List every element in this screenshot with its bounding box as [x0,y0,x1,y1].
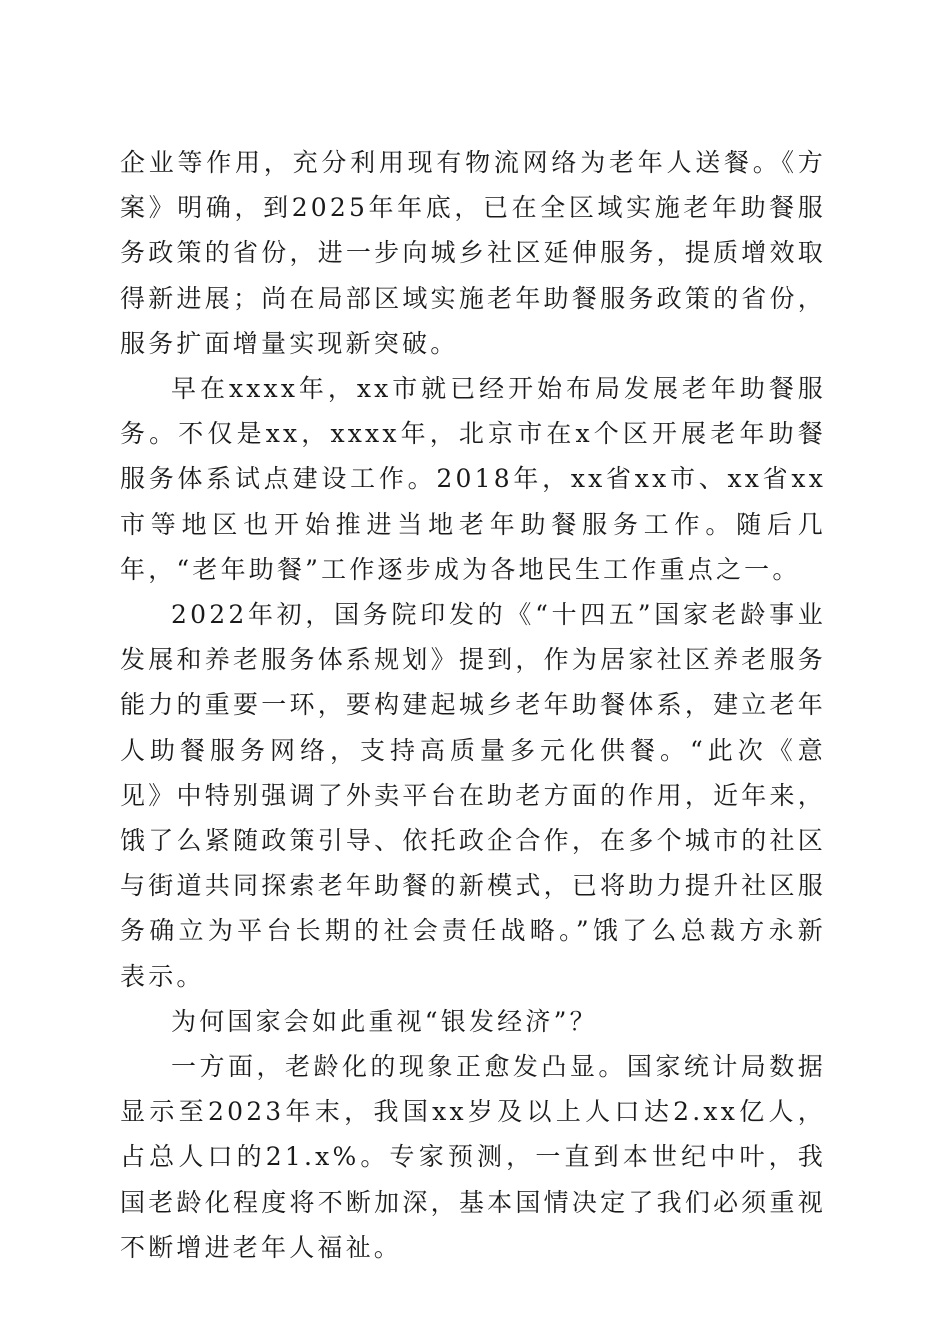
paragraph: 早在xxxx年，xx市就已经开始布局发展老年助餐服务。不仅是xx，xxxx年，北京市在x个区开展老年助餐服务体系试点建设工作。2018年，xx省xx市、xx省xx市等地区也开始推进当地老年助餐服务工作。随后几年，“老年助餐”工作逐步成为各地民生工作重点之一。 [120,374,826,584]
paragraph-continuation: 企业等作用，充分利用现有物流网络为老年人送餐。《方案》明确，到2025年年底，已在全区域实施老年助餐服务政策的省份，进一步向城乡社区延伸服务，提质增效取得新进展；尚在局部区域实施老年助餐服务政策的省份，服务扩面增量实现新突破。 [120,148,826,358]
paragraph-question: 为何国家会如此重视“银发经济”？ [171,1006,598,1036]
paragraph: 一方面，老龄化的现象正愈发凸显。国家统计局数据显示至2023年末，我国xx岁及以上人口达2.xx亿人，占总人口的21.x%。专家预测，一直到本世纪中叶，我国老龄化程度将不断加深，基本国情决定了我们必须重视不断增进老年人福祉。 [120,1052,826,1262]
paragraph: 2022年初，国务院印发的《“十四五”国家老龄事业发展和养老服务体系规划》提到，作为居家社区养老服务能力的重要一环，要构建起城乡老年助餐体系，建立老年人助餐服务网络，支持高质量多元化供餐。“此次《意见》中特别强调了外卖平台在助老方面的作用，近年来，饿了么紧随政策引导、依托政企合作，在多个城市的社区与街道共同探索老年助餐的新模式，已将助力提升社区服务确立为平台长期的社会责任战略。”饿了么总裁方永新表示。 [120,600,826,991]
document-body [120,140,826,1270]
